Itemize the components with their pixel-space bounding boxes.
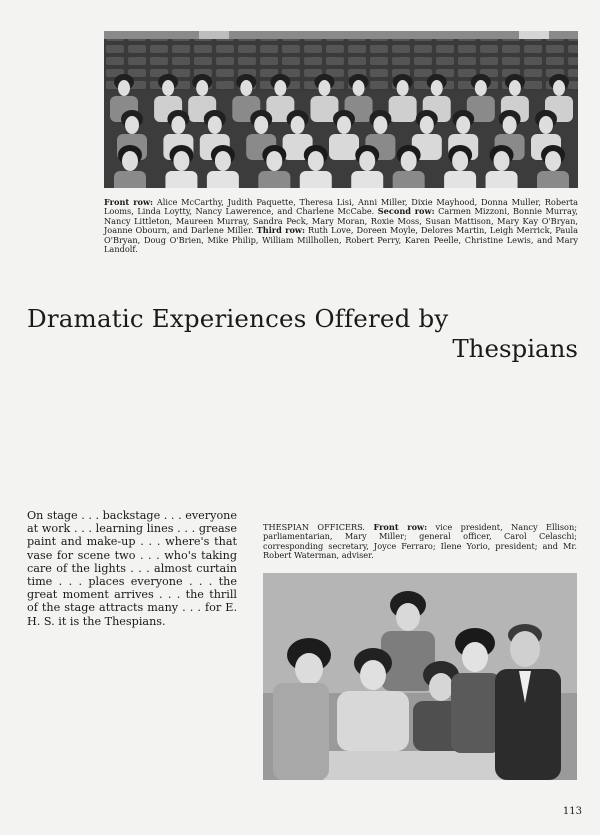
person-body [393, 171, 425, 188]
person-face [196, 80, 208, 96]
person-face [503, 116, 517, 134]
group-photo-caption [104, 198, 578, 254]
person-face [456, 116, 470, 134]
intro-paragraph: On stage . . . backstage . . . everyone at work . . . learning lines . . . grease paint and make-up . . . where's that vase for scene two . . . who's taking care of the lights . . . almost curtain time . . . places everyone . . . the great moment arrives . . . the thrill of the stage attracts many . . . for E. H. S. it is the Thespians. [27, 509, 237, 628]
person-face [494, 151, 510, 171]
person-body [165, 171, 197, 188]
officers-caption-prefix: THESPIAN OFFICERS. [263, 522, 366, 532]
person-face [162, 80, 174, 96]
person-face [509, 80, 521, 96]
person-face [240, 80, 252, 96]
second-row-label: Second row: [377, 206, 435, 217]
page-number: 113 [562, 806, 582, 817]
front-row-label: Front row: [104, 197, 154, 207]
person-face [318, 80, 330, 96]
second-row-names: Carmen Mizzoni, Bonnie Murray, Nancy Littleton, Maureen Murray, Sandra Peck, Mary Moran, Roxie Moss, Susan Mattison, Mary Kay O'Bryan, Joanne Obourn, and Darlene Miller. [104, 206, 578, 236]
person-face [397, 80, 409, 96]
person-body [258, 171, 290, 188]
person-face [118, 80, 130, 96]
third-row-names: Ruth Love, Doreen Moyle, Delores Martin, Leigh Merrick, Paula O'Bryan, Doug O'Brien, Mike Philip, William Millhollen, Robert Perry, Karen Peelle, Christine Lewis, and Mary Landolf. [104, 225, 579, 255]
person-face [208, 116, 222, 134]
person-face [475, 80, 487, 96]
officers-caption [263, 523, 577, 561]
person-face [359, 151, 375, 171]
page-title-line2: Thespians [452, 334, 578, 363]
person-body [300, 171, 332, 188]
person-face [308, 151, 324, 171]
person-face [291, 116, 305, 134]
person-face [125, 116, 139, 134]
person-face [452, 151, 468, 171]
person-face [539, 116, 553, 134]
person-body [486, 171, 518, 188]
person-face [545, 151, 561, 171]
person-face [373, 116, 387, 134]
officers-row-label: Front row: [373, 522, 428, 532]
person-face [401, 151, 417, 171]
person-face [420, 116, 434, 134]
person-face [337, 116, 351, 134]
person-body [207, 171, 239, 188]
person-body [351, 171, 383, 188]
person-body [389, 96, 417, 122]
person-face [274, 80, 286, 96]
person-face [431, 80, 443, 96]
person-face [266, 151, 282, 171]
person-face [171, 116, 185, 134]
third-row-label: Third row: [256, 225, 305, 236]
person-face [353, 80, 365, 96]
person-face [122, 151, 138, 171]
page-title-line1: Dramatic Experiences Offered by [27, 304, 449, 333]
person-body [537, 171, 569, 188]
person-face [173, 151, 189, 171]
group-photo [104, 31, 578, 188]
person-face [553, 80, 565, 96]
person-face [254, 116, 268, 134]
person-body [444, 171, 476, 188]
person-face [215, 151, 231, 171]
person-body [114, 171, 146, 188]
officers-photo [263, 573, 577, 780]
officers-caption-text: vice president, Nancy Ellison; parliamentarian, Mary Miller; general officer, Carol Celaschi; corresponding secretary, Joyce Ferraro; Ilene Yorio, president; and Mr. Robert Waterman, adviser. [263, 522, 577, 561]
person-body [329, 134, 359, 160]
front-row-names: Alice McCarthy, Judith Paquette, Theresa Lisi, Anni Miller, Dixie Mayhood, Donna Muller, Roberta Looms, Linda Loytty, Nancy Lawerence, and Charlene McCabe. [104, 197, 579, 217]
